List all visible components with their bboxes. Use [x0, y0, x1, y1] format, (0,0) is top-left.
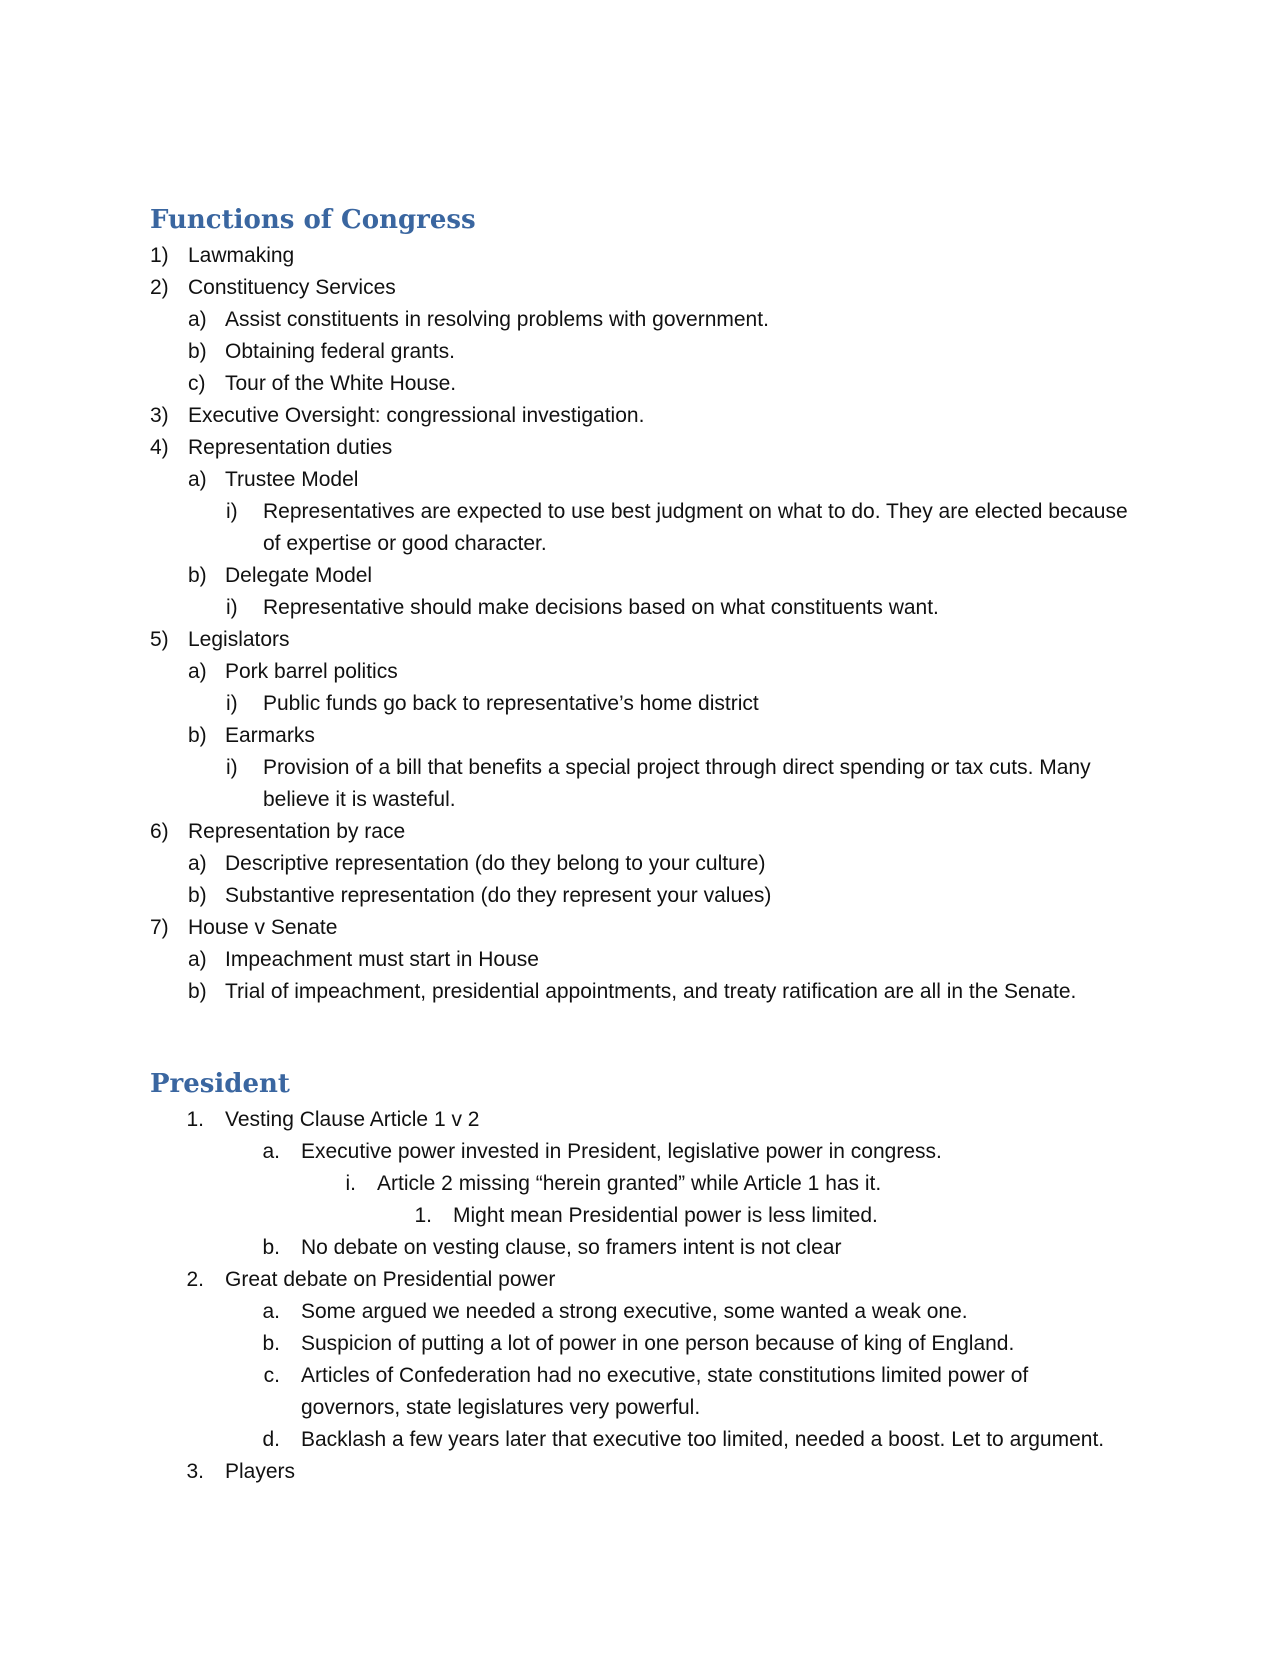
- list-marker: a): [188, 468, 207, 491]
- list-marker: 3): [150, 404, 169, 427]
- list-marker: 1.: [414, 1204, 432, 1227]
- list-item-text: Great debate on Presidential power: [225, 1268, 556, 1291]
- list-item-text: Public funds go back to representative’s home district: [263, 692, 759, 715]
- list-item-text: Descriptive representation (do they belong to your culture): [225, 852, 766, 875]
- list-item-text: Substantive representation (do they represent your values): [225, 884, 772, 907]
- list-item-text: Representative should make decisions based on what constituents want.: [263, 596, 939, 619]
- list-marker: a): [188, 308, 207, 331]
- list-item-text: Constituency Services: [188, 276, 396, 299]
- list-item-text: Article 2 missing “herein granted” while Article 1 has it.: [377, 1172, 882, 1195]
- list-item-text: Backlash a few years later that executive too limited, needed a boost. Let to argument.: [301, 1428, 1105, 1451]
- list-item-text: Vesting Clause Article 1 v 2: [225, 1108, 480, 1131]
- list-marker: 3.: [186, 1460, 204, 1483]
- list-marker: 1.: [186, 1108, 204, 1131]
- list-item-continuation: of expertise or good character.: [263, 532, 547, 555]
- list-item-text: Provision of a bill that benefits a special project through direct spending or tax cuts. Many: [263, 756, 1091, 779]
- list-marker: b): [188, 884, 207, 907]
- list-marker: 2): [150, 276, 169, 299]
- list-item-text: Obtaining federal grants.: [225, 340, 455, 363]
- list-item-text: Pork barrel politics: [225, 660, 398, 683]
- list-marker: b): [188, 564, 207, 587]
- list-marker: 4): [150, 436, 169, 459]
- list-marker: 1): [150, 244, 169, 267]
- list-marker: a): [188, 660, 207, 683]
- list-marker: 6): [150, 820, 169, 843]
- list-item-text: Representation by race: [188, 820, 406, 843]
- list-marker: i): [226, 692, 238, 715]
- list-marker: 7): [150, 916, 169, 939]
- list-item-text: Executive power invested in President, legislative power in congress.: [301, 1140, 942, 1163]
- list-item-text: Articles of Confederation had no executive, state constitutions limited power of: [301, 1364, 1029, 1387]
- list-item-text: Trustee Model: [225, 468, 359, 491]
- list-marker: b.: [262, 1332, 280, 1355]
- list-marker: b): [188, 724, 207, 747]
- list-item-text: Trial of impeachment, presidential appointments, and treaty ratification are all in the Senate.: [225, 980, 1077, 1003]
- section-heading-congress: Functions of Congress: [150, 205, 476, 235]
- list-marker: b.: [262, 1236, 280, 1259]
- list-item-text: Tour of the White House.: [225, 372, 457, 395]
- list-marker: d.: [262, 1428, 280, 1451]
- list-marker: i): [226, 596, 238, 619]
- list-marker: a.: [262, 1140, 280, 1163]
- list-item-continuation: believe it is wasteful.: [263, 788, 456, 811]
- list-item-text: Representatives are expected to use best judgment on what to do. They are elected because: [263, 500, 1128, 523]
- list-marker: b): [188, 340, 207, 363]
- list-item-text: Might mean Presidential power is less limited.: [453, 1204, 878, 1227]
- list-item-text: Executive Oversight: congressional investigation.: [188, 404, 645, 427]
- section-heading-president: President: [150, 1069, 290, 1099]
- list-item-text: Earmarks: [225, 724, 315, 747]
- list-marker: i): [226, 756, 238, 779]
- list-marker: a): [188, 948, 207, 971]
- list-marker: a.: [262, 1300, 280, 1323]
- list-marker: 5): [150, 628, 169, 651]
- list-item-text: Suspicion of putting a lot of power in one person because of king of England.: [301, 1332, 1015, 1355]
- list-item-text: Lawmaking: [188, 244, 295, 267]
- list-marker: c.: [263, 1364, 280, 1387]
- list-item-text: Legislators: [188, 628, 290, 651]
- list-item-text: Assist constituents in resolving problems with government.: [225, 308, 769, 331]
- list-item-text: Some argued we needed a strong executive, some wanted a weak one.: [301, 1300, 968, 1323]
- list-item-text: No debate on vesting clause, so framers intent is not clear: [301, 1236, 842, 1259]
- list-marker: c): [188, 372, 206, 395]
- list-marker: a): [188, 852, 207, 875]
- list-marker: i): [226, 500, 238, 523]
- list-item-text: Players: [225, 1460, 296, 1483]
- list-item-continuation: governors, state legislatures very powerful.: [301, 1396, 701, 1419]
- list-item-text: Delegate Model: [225, 564, 373, 587]
- list-item-text: House v Senate: [188, 916, 338, 939]
- list-item-text: Impeachment must start in House: [225, 948, 539, 971]
- list-marker: b): [188, 980, 207, 1003]
- list-marker: 2.: [186, 1268, 204, 1291]
- list-item-text: Representation duties: [188, 436, 393, 459]
- list-marker: i.: [345, 1172, 356, 1195]
